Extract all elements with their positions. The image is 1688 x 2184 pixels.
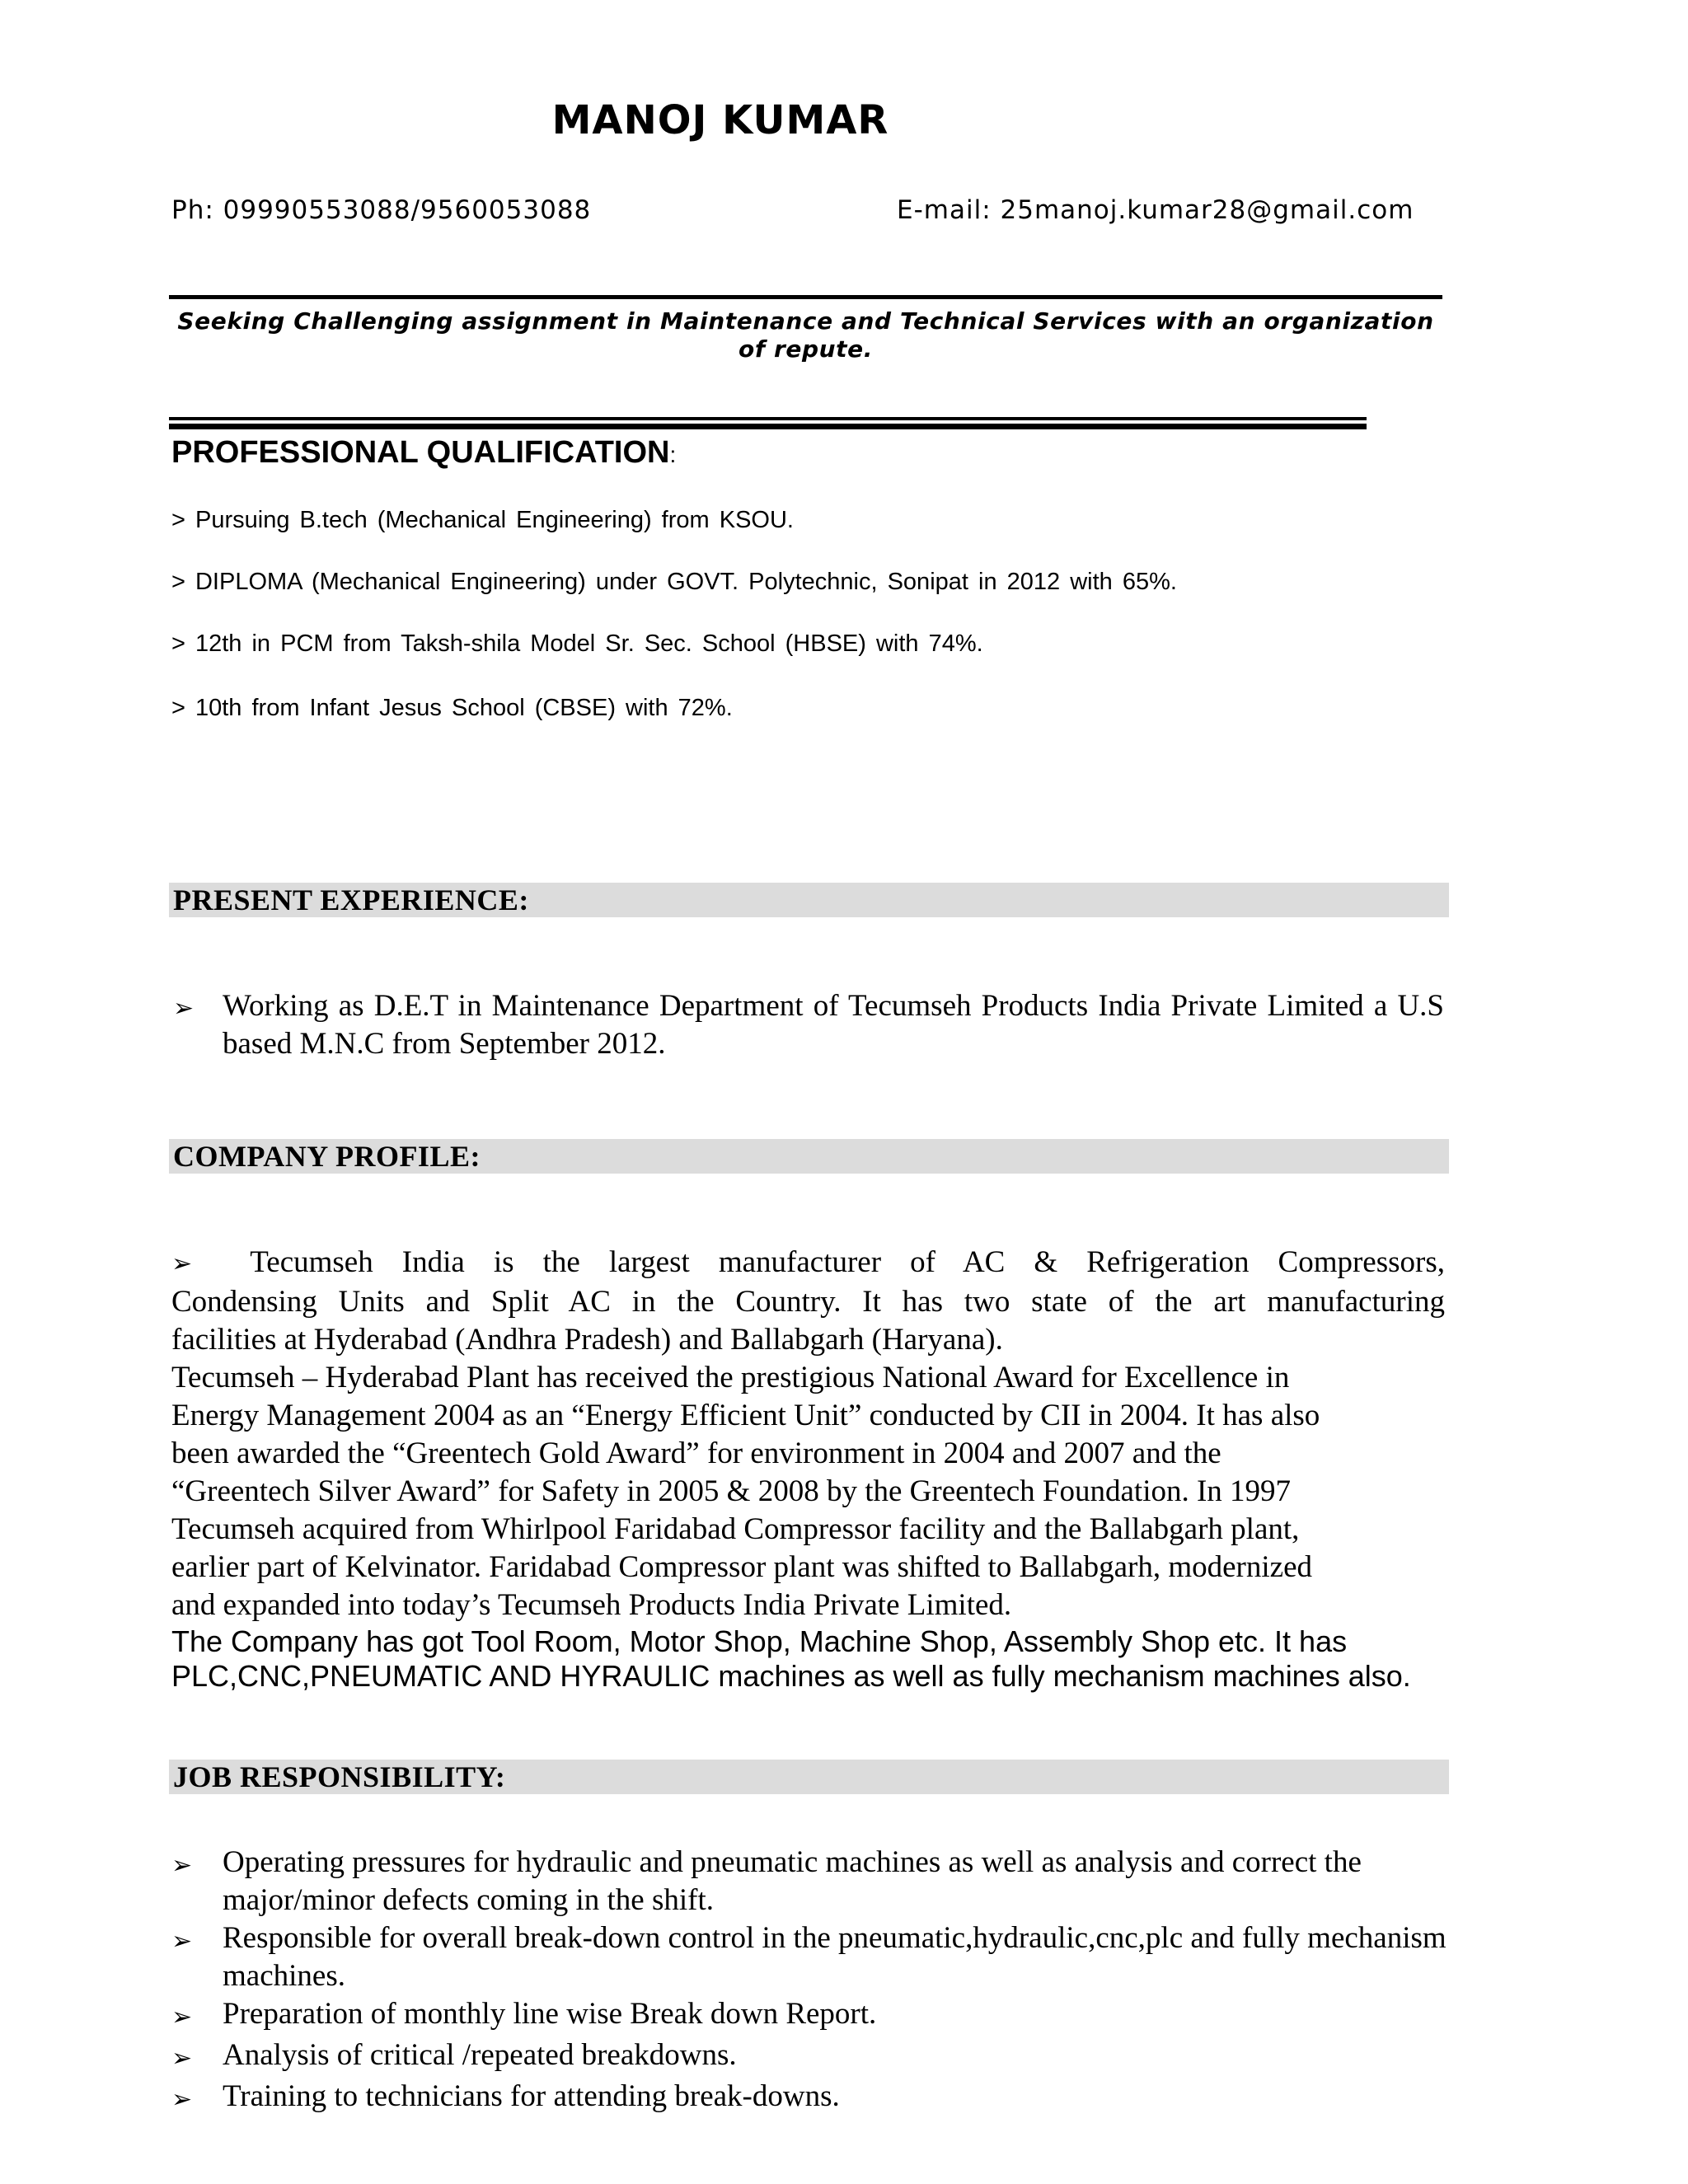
profile-line: “Greentech Silver Award” for Safety in 2005 & 2008 by the Greentech Foundation. In 1997 — [171, 1474, 1292, 1508]
profile-line: Tecumseh – Hyderabad Plant has received the prestigious National Award for Excellence in — [171, 1361, 1290, 1394]
experience-heading: PRESENT EXPERIENCE: — [173, 883, 529, 916]
profile-line: Condensing Units and Split AC in the Country. It has two state of the art manufacturing — [171, 1285, 1445, 1319]
experience-bullet: ➢ — [173, 995, 195, 1022]
qualification-item: > Pursuing B.tech (Mechanical Engineering) from KSOU. — [171, 507, 794, 533]
profile-bullet: ➢ — [171, 1250, 193, 1277]
profile-line: Energy Management 2004 as an “Energy Efficient Unit” conducted by CII in 2004. It has also — [171, 1399, 1320, 1432]
header-divider — [169, 295, 1442, 299]
responsibility-text: Training to technicians for attending break-downs. — [223, 2079, 840, 2113]
qualification-item: > 12th in PCM from Taksh-shila Model Sr. Sec. School (HBSE) with 74%. — [171, 630, 983, 657]
profile-line: and expanded into today’s Tecumseh Products India Private Limited. — [171, 1588, 1012, 1622]
responsibility-bullet: ➢ — [171, 1928, 193, 1955]
profile-line: facilities at Hyderabad (Andhra Pradesh) and Ballabgarh (Haryana). — [171, 1323, 1003, 1357]
responsibility-bullet: ➢ — [171, 1852, 193, 1879]
profile-line: been awarded the “Greentech Gold Award” for environment in 2004 and 2007 and the — [171, 1436, 1221, 1470]
objective-divider-top — [169, 417, 1367, 420]
profile-tools-line: The Company has got Tool Room, Motor Shop, Machine Shop, Assembly Shop etc. It has — [171, 1624, 1348, 1658]
objective-divider-bottom — [169, 424, 1367, 429]
qualification-item: > 10th from Infant Jesus School (CBSE) with 72%. — [171, 695, 733, 721]
qualification-heading-colon: : — [669, 442, 677, 467]
list-item — [171, 1995, 1449, 2036]
profile-line-text: Tecumseh India is the largest manufacturer of AC & Refrigeration Compressors, — [250, 1245, 1445, 1279]
list-item — [171, 2078, 1449, 2119]
profile-line: Tecumseh acquired from Whirlpool Faridabad Compressor facility and the Ballabgarh plant, — [171, 1512, 1300, 1546]
responsibility-bullet: ➢ — [171, 2004, 193, 2031]
experience-text: Working as D.E.T in Maintenance Department of Tecumseh Products India Private Limited a U.S based M.N.C from September 2012. — [223, 989, 1444, 1061]
company-profile-text — [171, 1244, 1445, 1694]
responsibility-bullet: ➢ — [171, 2045, 193, 2072]
list-item — [171, 1919, 1449, 1995]
profile-line: earlier part of Kelvinator. Faridabad Compressor plant was shifted to Ballabgarh, modernized — [171, 1550, 1312, 1584]
responsibility-heading: JOB RESPONSIBILITY: — [173, 1760, 506, 1793]
list-item — [171, 2036, 1449, 2078]
profile-tools-line: PLC,CNC,PNEUMATIC AND HYRAULIC machines as well as fully mechanism machines also. — [171, 1659, 1411, 1693]
list-item — [171, 1844, 1449, 1919]
responsibility-text: Analysis of critical /repeated breakdowns. — [223, 2038, 737, 2072]
qualification-item: > DIPLOMA (Mechanical Engineering) under GOVT. Polytechnic, Sonipat in 2012 with 65%. — [171, 569, 1177, 595]
career-objective: Seeking Challenging assignment in Maintenance and Technical Services with an organization of repute. — [177, 307, 1434, 363]
email-address: E-mail: 25manoj.kumar28@gmail.com — [897, 195, 1414, 225]
candidate-name: MANOJ KUMAR — [551, 97, 889, 143]
profile-line — [171, 1244, 1445, 1283]
responsibility-list — [171, 1844, 1449, 2119]
profile-heading: COMPANY PROFILE: — [173, 1140, 481, 1173]
responsibility-text: Preparation of monthly line wise Break down Report. — [223, 1997, 877, 2031]
responsibility-bullet: ➢ — [171, 2086, 193, 2113]
phone-number: Ph: 09990553088/9560053088 — [171, 195, 592, 225]
responsibility-text: Operating pressures for hydraulic and pneumatic machines as well as analysis and correct the major/minor defects coming in the shift. — [223, 1845, 1362, 1917]
responsibility-text: Responsible for overall break-down control in the pneumatic,hydraulic,cnc,plc and fully mechanism machines. — [223, 1921, 1447, 1993]
qualification-heading-text: PROFESSIONAL QUALIFICATION — [171, 435, 670, 470]
qualification-heading — [171, 435, 676, 471]
